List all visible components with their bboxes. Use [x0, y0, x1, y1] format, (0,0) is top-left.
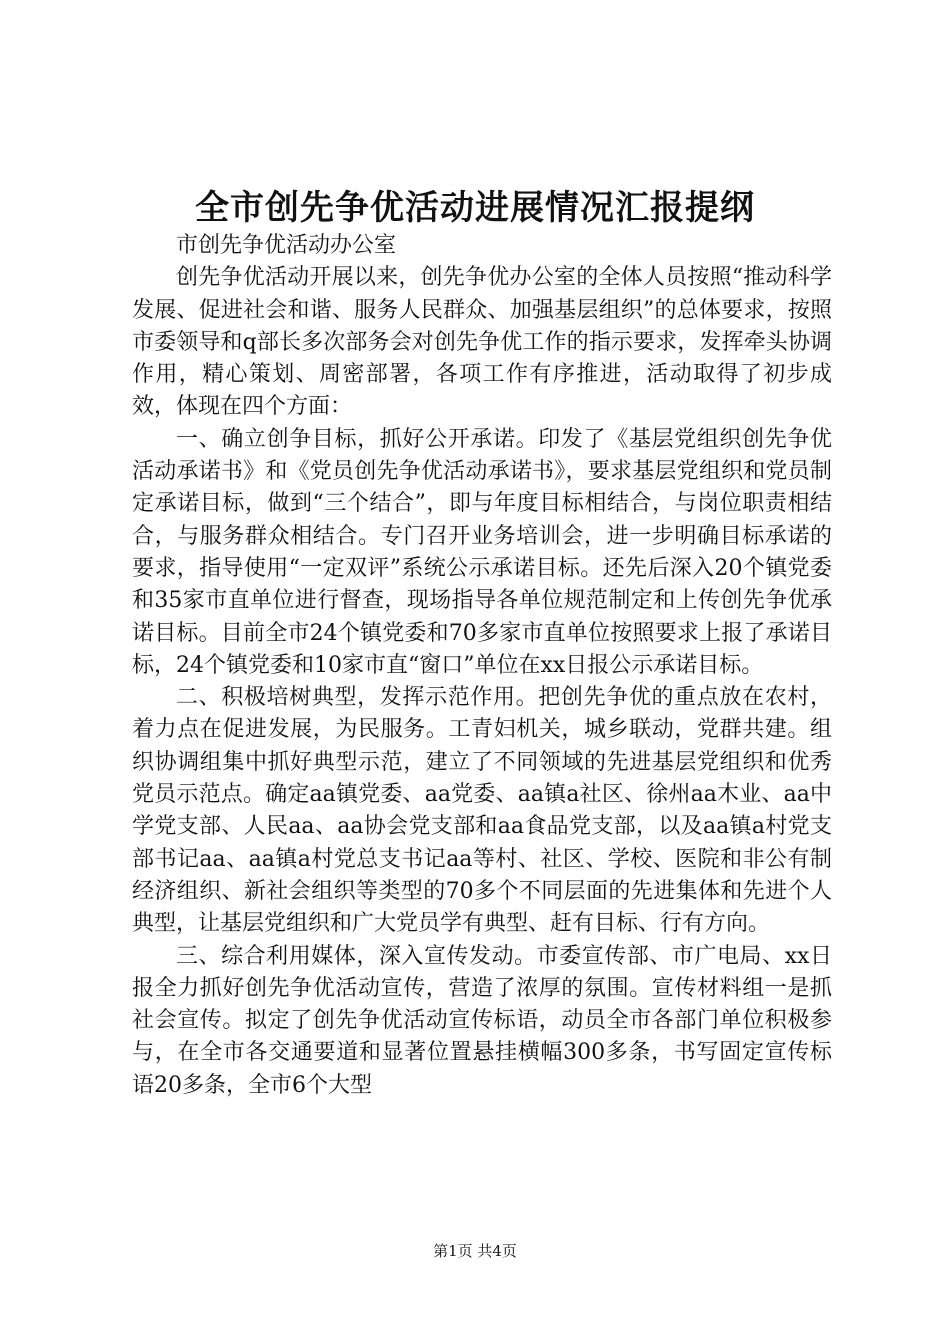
paragraph-section-2: 二、积极培树典型，发挥示范作用。把创先争优的重点放在农村，着力点在促进发展，为民服务。工青妇机关，城乡联动，党群共建。组织协调组集中抓好典型示范，建立了不同领域的先进基层党组织和优秀党员示范点。确定aa镇党委、aa党委、aa镇a社区、徐州aa木业、aa中学党支部、人民aa、aa协会党支部和aa食品党支部，以及aa镇a村党支部书记aa、aa镇a村党总支书记aa等村、社区、学校、医院和非公有制经济组织、新社会组织等类型的70多个不同层面的先进集体和先进个人典型，让基层党组织和广大党员学有典型、赶有目标、行有方向。 [132, 685, 832, 937]
paragraph-section-1: 一、确立创争目标，抓好公开承诺。印发了《基层党组织创先争优活动承诺书》和《党员创先争优活动承诺书》，要求基层党组织和党员制定承诺目标，做到“三个结合”，即与年度目标相结合，与岗位职责相结合，与服务群众相结合。专门召开业务培训会，进一步明确目标承诺的要求，指导使用“一定双评”系统公示承诺目标。还先后深入20个镇党委和35家市直单位进行督查，现场指导各单位规范制定和上传创先争优承诺目标。目前全市24个镇党委和70多家市直单位按照要求上报了承诺目标，24个镇党委和10家市直“窗口”单位在xx日报公示承诺目标。 [132, 426, 832, 678]
document-body [132, 230, 832, 1102]
paragraph-intro: 创先争优活动开展以来，创先争优办公室的全体人员按照“推动科学发展、促进社会和谐、服务人民群众、加强基层组织”的总体要求，按照市委领导和q部长多次部务会对创先争优工作的指示要求，发挥牵头协调作用，精心策划、周密部署，各项工作有序推进，活动取得了初步成效，体现在四个方面： [132, 265, 832, 420]
document-title: 全市创先争优活动进展情况汇报提纲 [195, 188, 755, 228]
page-footer: 第1页 共4页 [433, 1242, 517, 1260]
paragraph-section-3: 三、综合利用媒体，深入宣传发动。市委宣传部、市广电局、xx日报全力抓好创先争优活动宣传，营造了浓厚的氛围。宣传材料组一是抓社会宣传。拟定了创先争优活动宣传标语，动员全市各部门单位积极参与，在全市各交通要道和显著位置悬挂横幅300多条，书写固定宣传标语20多条，全市6个大型 [132, 943, 832, 1098]
organization-line: 市创先争优活动办公室 [176, 233, 397, 258]
